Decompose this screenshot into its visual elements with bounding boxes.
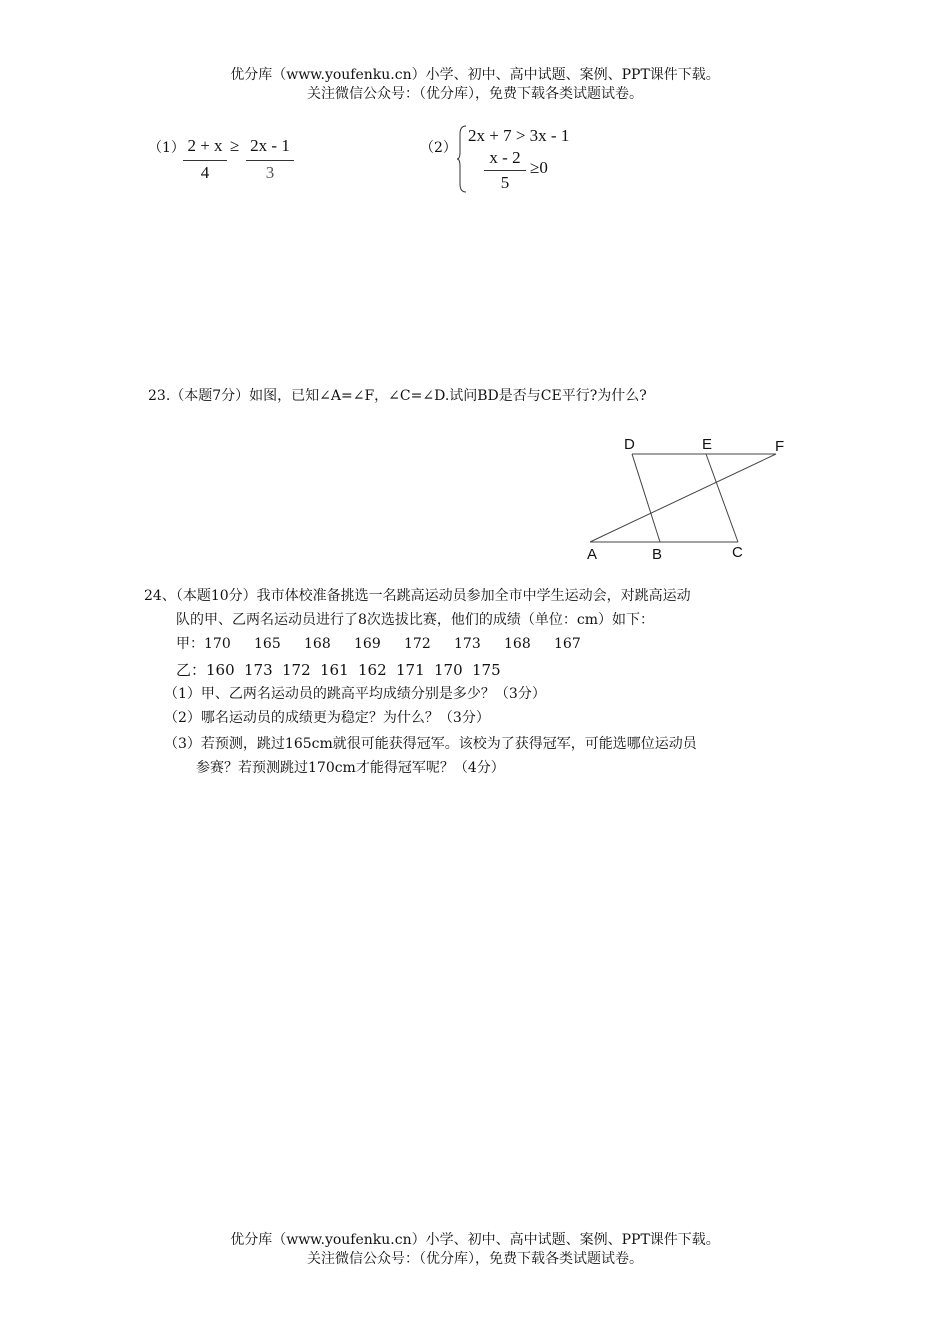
point-label-E: E [702,436,713,453]
score-cell: 162 [358,661,387,679]
q24-sub-3-line-1: （3）若预测，跳过165cm就很可能获得冠军。该校为了获得冠军，可能选哪位运动员 [164,736,697,752]
numerator: x - 2 [489,148,521,167]
system-brace-icon [456,124,468,194]
q23-geometry-figure [580,430,800,570]
q24-jia-scores [176,634,604,654]
right-denominator: 3 [265,163,275,182]
point-label-A: A [587,546,598,563]
score-cell: 173 [454,636,481,652]
score-cell: 173 [244,661,273,679]
fraction-bar [183,160,227,161]
q22-part2-label: （2） [420,140,457,156]
score-cell: 171 [396,661,425,679]
segment-EC [706,454,738,542]
left-numerator: 2 + x [187,136,223,155]
q24-sub-2: （2）哪名运动员的成绩更为稳定？为什么？（3分） [164,710,490,726]
score-cell: 160 [206,661,235,679]
score-cell: 165 [254,636,281,652]
q24-yi-scores [176,660,510,680]
point-label-B: B [652,546,663,563]
q22-part1-left-fraction [183,136,227,186]
denominator: 5 [500,173,510,192]
segment-AF [590,454,776,542]
score-cell: 170 [204,636,231,652]
segment-DB [632,454,660,542]
point-label-D: D [624,436,635,453]
q22-part2-fraction [484,148,526,196]
footer-line-2: 关注微信公众号：（优分库），免费下载各类试题试卷。 [307,1251,643,1267]
jia-label: 甲： [176,636,204,652]
q24-line-2: 队的甲、乙两名运动员进行了8次选拔比赛，他们的成绩（单位：cm）如下： [176,612,655,628]
score-cell: 175 [472,661,501,679]
fraction-bar [246,160,294,161]
score-cell: 168 [504,636,531,652]
score-cell: 170 [434,661,463,679]
q22-part2-inequality-1: 2x + 7 > 3x - 1 [468,126,570,145]
score-cell: 169 [354,636,381,652]
left-denominator: 4 [200,163,210,182]
q24-sub-1: （1）甲、乙两名运动员的跳高平均成绩分别是多少？（3分） [164,686,546,702]
q24-line-1: 24、（本题10分）我市体校准备挑选一名跳高运动员参加全市中学生运动会，对跳高运动 [144,588,691,604]
q22-part1-operator: ≥ [230,136,240,155]
footer-line-1: 优分库（www.youfenku.cn）小学、初中、高中试题、案例、PPT课件下载。 [230,1232,720,1248]
q24-sub-3-line-2: 参赛？若预测跳过170cm才能得冠军呢？（4分） [196,760,505,776]
score-cell: 161 [320,661,349,679]
q22-part1-label: （1） [148,140,185,156]
yi-label: 乙： [176,661,207,679]
score-cell: 168 [304,636,331,652]
score-cell: 172 [282,661,311,679]
score-cell: 167 [554,636,581,652]
right-numerator: 2x - 1 [250,136,290,155]
score-cell: 172 [404,636,431,652]
point-label-C: C [732,544,743,561]
header-line-1: 优分库（www.youfenku.cn）小学、初中、高中试题、案例、PPT课件下载。 [230,67,720,83]
q23-text: 23.（本题7分）如图，已知∠A=∠F，∠C=∠D.试问BD是否与CE平行?为什么? [148,388,647,404]
fraction-bar [484,170,526,171]
header-line-2: 关注微信公众号：（优分库），免费下载各类试题试卷。 [307,86,643,102]
q22-part2-relation: ≥0 [530,158,548,177]
point-label-F: F [775,438,785,455]
q22-part1-right-fraction [246,136,294,186]
